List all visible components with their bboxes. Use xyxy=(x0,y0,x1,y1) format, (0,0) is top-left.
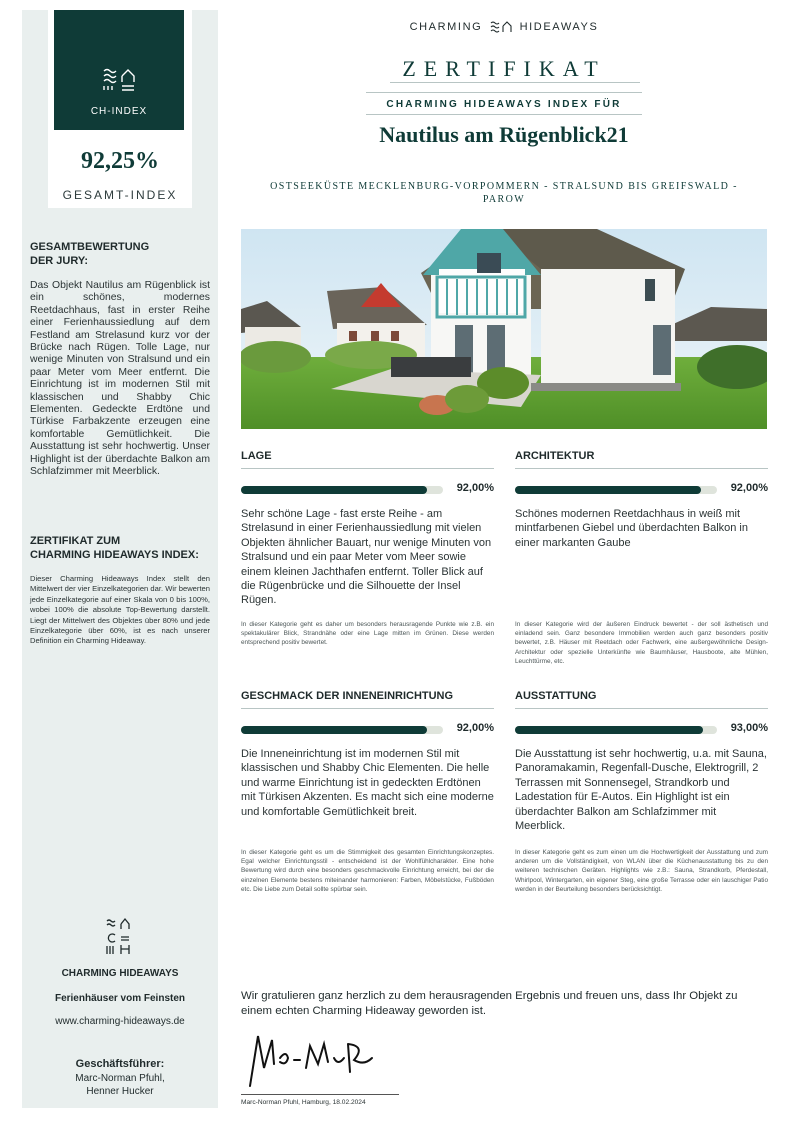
category-equipment xyxy=(515,690,768,893)
category-architecture xyxy=(515,450,768,665)
title-divider xyxy=(390,82,640,83)
category-description: Sehr schöne Lage - fast erste Reihe - am Strelasund in einer Ferienhaussiedlung mit vielen Objekten ähnlicher Bauart, nur wenige Minuten von Stralsund und ein paar Meter vom Meer sowie einem kleinen Jachthafen entfernt. Toller Blick auf die Rügenbrücke und die Silhouette der Insel Rügen. xyxy=(241,508,492,607)
score-bar xyxy=(241,721,494,737)
footer-managing-directors-label: Geschäftsführer: xyxy=(75,1058,165,1070)
footer-tagline: Ferienhäuser vom Feinsten xyxy=(54,993,186,1004)
region-label: OSTSEEKÜSTE MECKLENBURG-VORPOMMERN - STRALSUND BIS GREIFSWALD - PAROW xyxy=(270,181,738,205)
score-bar-track xyxy=(241,486,443,494)
ch-index-logo xyxy=(54,10,184,130)
signature-caption: Marc-Norman Pfuhl, Hamburg, 18.02.2024 xyxy=(241,1099,366,1106)
subtitle-underline xyxy=(366,114,642,115)
brand-name-right: HIDEAWAYS xyxy=(519,20,599,33)
ch-index-label: CH-INDEX xyxy=(90,106,148,117)
score-value: 92,00% xyxy=(456,722,494,734)
category-note: In dieser Kategorie geht es daher um besonders herausragende Punkte wie z.B. ein spektakulärer Blick, Strandnähe oder eine Lage mitten im Grünen. Diese werden entsprechend positiv bewertet. xyxy=(241,621,494,647)
category-note: In dieser Kategorie wird der äußeren Eindruck bewertet - der soll ästhetisch und einladend sein. Ganz besondere Immobilien werden auch ganz besonders positiv bewertet, z.B. Häuser mit Reetdach oder Fachwerk, eine außergewöhnliche Design-Architektur oder spezielle Unterkünfte wie Baumhäuser, Hausboote, alte Mühlen, Leuchttürme, etc. xyxy=(515,621,768,665)
category-divider xyxy=(515,708,768,709)
score-bar-fill xyxy=(241,486,427,494)
brand-name-left: CHARMING xyxy=(409,20,483,33)
category-note: In dieser Kategorie geht es um die Stimmigkeit des gesamten Einrichtungskonzeptes. Egal welcher Einrichtungsstil - entscheidend ist der Wohlfühlcharakter. Eine hohe Bewertung wird durch eine besonders geschmackvolle Einrichtung erreicht, bei der die einzelnen Elemente bestens miteinander harmonieren: Farben, Möbelstücke, Fußböden etc. Die Liebe zum Detail sollte spürbar sein. xyxy=(241,849,494,893)
category-description: Die Inneneinrichtung ist im modernen Stil mit klassischen und Shabby Chic Elementen. Die helle und warme Einrichtung ist in gedeckten Erdtönen mit Türkisen Akzenten. Es macht sich eine moderne und komfortable Gemütlichkeit breit. xyxy=(241,748,494,818)
score-bar xyxy=(515,721,768,737)
category-title: LAGE xyxy=(241,450,272,462)
jury-heading: GESAMTBEWERTUNG DER JURY: xyxy=(30,241,150,267)
category-divider xyxy=(241,468,494,469)
footer-managing-directors-names: Marc-Norman Pfuhl, Henner Hucker xyxy=(75,1073,165,1097)
category-interior xyxy=(241,690,494,893)
signature-line xyxy=(241,1094,399,1095)
footer-company-name: CHARMING HIDEAWAYS xyxy=(61,968,179,979)
ch-monogram-icon xyxy=(106,916,134,956)
house-photo xyxy=(241,229,767,429)
total-index-label: GESAMT-INDEX xyxy=(62,188,178,202)
category-description: Die Ausstattung ist sehr hochwertig, u.a. mit Sauna, Panoramakamin, Regenfall-Dusche, Elektrogrill, 2 Terrassen mit Sonnensegel, Strandkorb und Ladestation für E-Autos. Ein Highlight ist ein überdachter Balkon am Schlafzimmer mit Meerblick. xyxy=(515,748,767,833)
score-value: 93,00% xyxy=(730,722,768,734)
score-bar-track xyxy=(241,726,443,734)
score-bar xyxy=(515,481,768,497)
score-bar-track xyxy=(515,726,717,734)
brand-logo xyxy=(240,20,768,34)
index-heading: ZERTIFIKAT ZUM CHARMING HIDEAWAYS INDEX: xyxy=(30,535,199,561)
object-name: Nautilus am Rügenblick21 xyxy=(379,122,629,147)
category-title: ARCHITEKTUR xyxy=(515,450,595,462)
score-value: 92,00% xyxy=(456,482,494,494)
score-bar-fill xyxy=(515,726,703,734)
signature-image xyxy=(244,1028,384,1090)
congratulations-text: Wir gratulieren ganz herzlich zu dem herausragenden Ergebnis und freuen uns, dass Ihr Objekt zu einem echten Charming Hideaway geworden ist. xyxy=(241,990,738,1017)
score-bar-fill xyxy=(515,486,701,494)
score-value: 92,00% xyxy=(730,482,768,494)
category-note: In dieser Kategorie geht es zum einen um die Hochwertigkeit der Ausstattung und zum anderen um die Vollständigkeit, von WLAN über die Küchenausstattung bis zu den weiteren technischen Geräten. Highlights wie z.B.: Sauna, Strandkorb, Pferdestall, Whirlpool, Wintergarten, ein eigener Steg, eine große Terrasse oder ein lauschiger Patio werden in der Beurteilung besonders berücksichtigt. xyxy=(515,849,768,893)
category-location xyxy=(241,450,494,647)
category-divider xyxy=(241,708,494,709)
certificate-subtitle: CHARMING HIDEAWAYS INDEX FÜR xyxy=(386,99,622,110)
score-bar xyxy=(241,481,494,497)
sidebar xyxy=(22,10,218,1108)
total-index-value: 92,25% xyxy=(81,148,159,174)
category-title: AUSSTATTUNG xyxy=(515,690,597,702)
index-text: Dieser Charming Hideaways Index stellt den Mittelwert der vier Einzelkategorien dar. Wir bewerten jede Einzelkategorie auf einer Skala von 0 bis 100%, wobei 100% die absolute Top-Bewertung darstellt. Liegt der Mittelwert des Objektes über 80% und jede Einzelkategorie über 60%, ist es nach unserer Definition ein Charming Hideaway. xyxy=(30,574,210,646)
category-description: Schönes modernen Reetdachhaus in weiß mit mintfarbenen Giebel und überdachten Balkon in einer markanten Gaube xyxy=(515,508,748,549)
category-title: GESCHMACK DER INNENEINRICHTUNG xyxy=(241,690,454,702)
score-bar-track xyxy=(515,486,717,494)
waves-house-icon xyxy=(102,66,136,94)
jury-text: Das Objekt Nautilus am Rügenblick ist ein schönes, modernes Reetdachhaus, fast in erster Reihe einer Ferienhaussiedlung auf dem Festland am Strelasund kurz vor der Brücke nach Rügen. Tolle Lage, nur wenige Minuten von Stralsund und ein paar Meter vom Meer entfernt. Die Einrichtung ist im modernen Stil mit klassischen und Shabby Chic Elementen. Gedeckte Erdtöne und Türkise Farbakzente erzeugen eine komfortable Gemütlichkeit. Die Ausstattung ist sehr hochwertig. Unser Highlight ist der überdachte Balkon am Schlafzimmer mit Meerblick. xyxy=(30,280,210,478)
footer-website-link[interactable]: www.charming-hideaways.de xyxy=(55,1016,185,1027)
brand-waves-house-icon xyxy=(490,20,512,34)
category-divider xyxy=(515,468,768,469)
score-bar-fill xyxy=(241,726,427,734)
subtitle-divider xyxy=(366,92,642,93)
certificate-title: ZERTIFIKAT xyxy=(402,56,606,81)
